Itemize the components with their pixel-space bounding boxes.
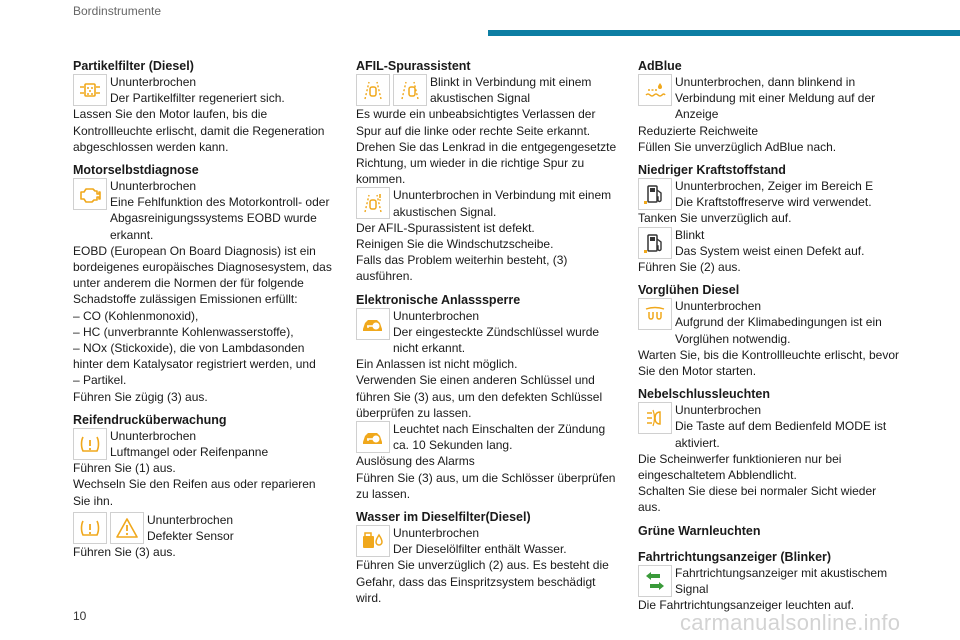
turn-signal-icon — [638, 565, 672, 597]
indicator-state: Ununterbrochen — [110, 179, 197, 194]
paragraph: Warten Sie, bis die Kontrollleuchte erlischt, bevor Sie den Motor starten. — [638, 347, 900, 379]
section-title: Niedriger Kraftstoffstand — [638, 163, 786, 178]
lane-departure-fault-icon — [356, 187, 390, 219]
section-lane-assist — [356, 58, 618, 285]
section-adblue — [638, 58, 900, 155]
watermark: carmanualsonline.info — [680, 610, 901, 635]
adblue-icon — [638, 74, 672, 106]
paragraph: Die Fahrtrichtungsanzeiger leuchten auf. — [638, 598, 855, 613]
indicator-state: Ununterbrochen — [147, 512, 234, 527]
section-particle-filter — [73, 58, 335, 155]
indicator-state: Ununterbrochen — [675, 299, 762, 314]
indicator-desc: Eine Fehlfunktion des Motorkontroll- oder Abgasreinigungssystems EOBD wurde erkannt. — [110, 195, 330, 242]
rear-fog-lamp-icon — [638, 402, 672, 434]
section-title: Motorselbstdiagnose — [73, 163, 199, 178]
particle-filter-icon — [73, 74, 107, 106]
tyre-pressure-icon — [73, 512, 107, 544]
immobiliser-icon — [356, 308, 390, 340]
indicator-desc: Die Kraftstoffreserve wird verwendet. — [675, 195, 872, 210]
paragraph: Tanken Sie unverzüglich auf. — [638, 211, 792, 226]
indicator-desc: Der Partikelfilter regeneriert sich. — [110, 91, 285, 106]
indicator-desc: Das System weist einen Defekt auf. — [675, 243, 865, 258]
header-accent-bar — [488, 30, 960, 36]
paragraph: Auslösung des Alarms — [356, 454, 475, 469]
section-heading-green-lamps: Grüne Warnleuchten — [638, 523, 761, 538]
indicator-desc: Ununterbrochen in Verbindung mit einem akustischen Signal. — [393, 188, 612, 219]
indicator-row — [356, 421, 618, 453]
paragraph: Führen Sie (3) aus, um die Schlösser überprüfen zu lassen. — [356, 470, 616, 501]
indicator-desc: Leuchtet nach Einschalten der Zündung ca. 10 Sekunden lang. — [393, 422, 606, 453]
section-title: Vorglühen Diesel — [638, 283, 740, 298]
paragraph: Füllen Sie unverzüglich AdBlue nach. — [638, 139, 837, 154]
indicator-state: Blinkt — [675, 227, 705, 242]
paragraph: Führen Sie (2) aus. — [638, 260, 741, 275]
column-3 — [638, 58, 900, 620]
warning-triangle-icon — [110, 512, 144, 544]
paragraph: Die Scheinwerfer funktionieren nur bei eingeschaltetem Abblendlicht. — [638, 451, 842, 483]
indicator-row — [73, 512, 335, 544]
section-rear-fog — [638, 386, 900, 515]
header-title: Bordinstrumente — [73, 4, 162, 18]
section-title: Partikelfilter (Diesel) — [73, 59, 194, 73]
indicator-row — [638, 227, 900, 259]
indicator-row — [356, 525, 618, 557]
indicator-row — [638, 178, 900, 210]
indicator-row — [73, 428, 335, 460]
indicator-desc: Der Dieselölfilter enthält Wasser. — [393, 542, 567, 557]
paragraph: Wechseln Sie den Reifen aus oder reparieren Sie ihn. — [73, 477, 316, 508]
paragraph: Reduzierte Reichweite — [638, 123, 759, 138]
indicator-row — [638, 402, 900, 451]
section-tyre-pressure — [73, 412, 335, 561]
section-turn-signals — [638, 549, 900, 614]
section-title: Wasser im Dieselfilter(Diesel) — [356, 510, 531, 525]
glow-plug-icon — [638, 298, 672, 330]
paragraph: Verwenden Sie einen anderen Schlüssel und führen Sie (3) aus, um den defekten Schlüssel überprüfen zu lassen. — [356, 373, 603, 420]
section-title: Reifendrucküberwachung — [73, 412, 227, 427]
indicator-row — [73, 74, 335, 106]
section-immobiliser — [356, 292, 618, 502]
column-1 — [73, 58, 335, 567]
indicator-row — [356, 187, 618, 219]
paragraph: Führen Sie unverzüglich (2) aus. Es besteht die Gefahr, dass das Einspritzsystem beschädigt wird. — [356, 558, 609, 605]
list-item: – HC (unverbrannte Kohlenwasserstoffe), — [73, 324, 294, 339]
paragraph: Schalten Sie diese bei normaler Sicht wieder aus. — [638, 484, 877, 515]
paragraph: Reinigen Sie die Windschutzscheibe. — [356, 237, 554, 252]
indicator-state: Ununterbrochen — [675, 403, 762, 418]
indicator-row — [638, 298, 900, 347]
fuel-pump-icon — [638, 178, 672, 210]
section-title: AdBlue — [638, 59, 682, 73]
list-item: – CO (Kohlenmonoxid), — [73, 308, 199, 323]
indicator-row — [356, 74, 618, 106]
list-item: – Partikel. — [73, 373, 127, 388]
indicator-row — [638, 565, 900, 597]
indicator-desc: Defekter Sensor — [147, 529, 234, 544]
column-2 — [356, 58, 618, 613]
section-title: Fahrtrichtungsanzeiger (Blinker) — [638, 549, 832, 564]
section-title: AFIL-Spurassistent — [356, 59, 471, 73]
lane-departure-icon — [356, 74, 390, 106]
section-water-in-fuel — [356, 509, 618, 606]
immobiliser-icon — [356, 421, 390, 453]
tyre-pressure-icon — [73, 428, 107, 460]
indicator-desc: Luftmangel oder Reifenpanne — [110, 445, 269, 460]
page-number: 10 — [73, 609, 87, 623]
indicator-row — [356, 308, 618, 357]
section-glow-plug — [638, 282, 900, 379]
section-engine-diagnosis — [73, 162, 335, 405]
indicator-row — [638, 74, 900, 123]
paragraph: Führen Sie (3) aus. — [73, 545, 176, 560]
indicator-state: Ununterbrochen — [110, 428, 197, 443]
list-item: – NOx (Stickoxide), die von Lambdasonden hinter dem Katalysator registriert werden, und — [73, 341, 316, 372]
indicator-state: Ununterbrochen — [393, 308, 480, 323]
section-title: Elektronische Anlasssperre — [356, 292, 521, 307]
paragraph: Führen Sie (1) aus. — [73, 461, 176, 476]
fuel-pump-icon — [638, 227, 672, 259]
indicator-desc: Ununterbrochen, dann blinkend in Verbindung mit einer Meldung auf der Anzeige — [675, 75, 876, 122]
paragraph: Lassen Sie den Motor laufen, bis die Kontrollleuchte erlischt, damit die Regeneration abgeschlossen werden kann. — [73, 107, 325, 154]
paragraph: EOBD (European On Board Diagnosis) ist ein bordeigenes europäisches Diagnosesystem, das unter anderem die Normen der für folgende Schadstoffe zulässigen Emissionen erfüllt: — [73, 243, 332, 307]
section-title: Nebelschlussleuchten — [638, 387, 770, 402]
lane-departure-icon — [393, 74, 427, 106]
engine-check-icon — [73, 178, 107, 210]
paragraph: Drehen Sie das Lenkrad in die entgegengesetzte Richtung, um wieder in die richtige Spur zu kommen. — [356, 139, 617, 187]
paragraph: Führen Sie zügig (3) aus. — [73, 389, 208, 404]
indicator-desc: Fahrtrichtungsanzeiger mit akustischem Signal — [675, 565, 888, 596]
indicator-state: Ununterbrochen — [393, 526, 480, 541]
paragraph: Es wurde ein unbeabsichtigtes Verlassen der Spur auf die linke oder rechte Seite erkannt. — [356, 107, 596, 138]
indicator-desc: Aufgrund der Klimabedingungen ist ein Vorglühen notwendig. — [675, 315, 882, 346]
water-in-fuel-icon — [356, 525, 390, 557]
indicator-state: Ununterbrochen — [110, 75, 197, 89]
section-low-fuel — [638, 162, 900, 275]
indicator-row — [73, 178, 335, 243]
paragraph: Ein Anlassen ist nicht möglich. — [356, 357, 518, 372]
indicator-desc: Die Taste auf dem Bedienfeld MODE ist aktiviert. — [675, 419, 887, 450]
indicator-desc: Der eingesteckte Zündschlüssel wurde nicht erkannt. — [393, 324, 600, 356]
paragraph: Falls das Problem weiterhin besteht, (3) ausführen. — [356, 253, 568, 284]
indicator-state: Ununterbrochen, Zeiger im Bereich E — [675, 179, 874, 194]
indicator-desc: Blinkt in Verbindung mit einem akustischen Signal — [430, 75, 592, 106]
paragraph: Der AFIL-Spurassistent ist defekt. — [356, 220, 535, 235]
